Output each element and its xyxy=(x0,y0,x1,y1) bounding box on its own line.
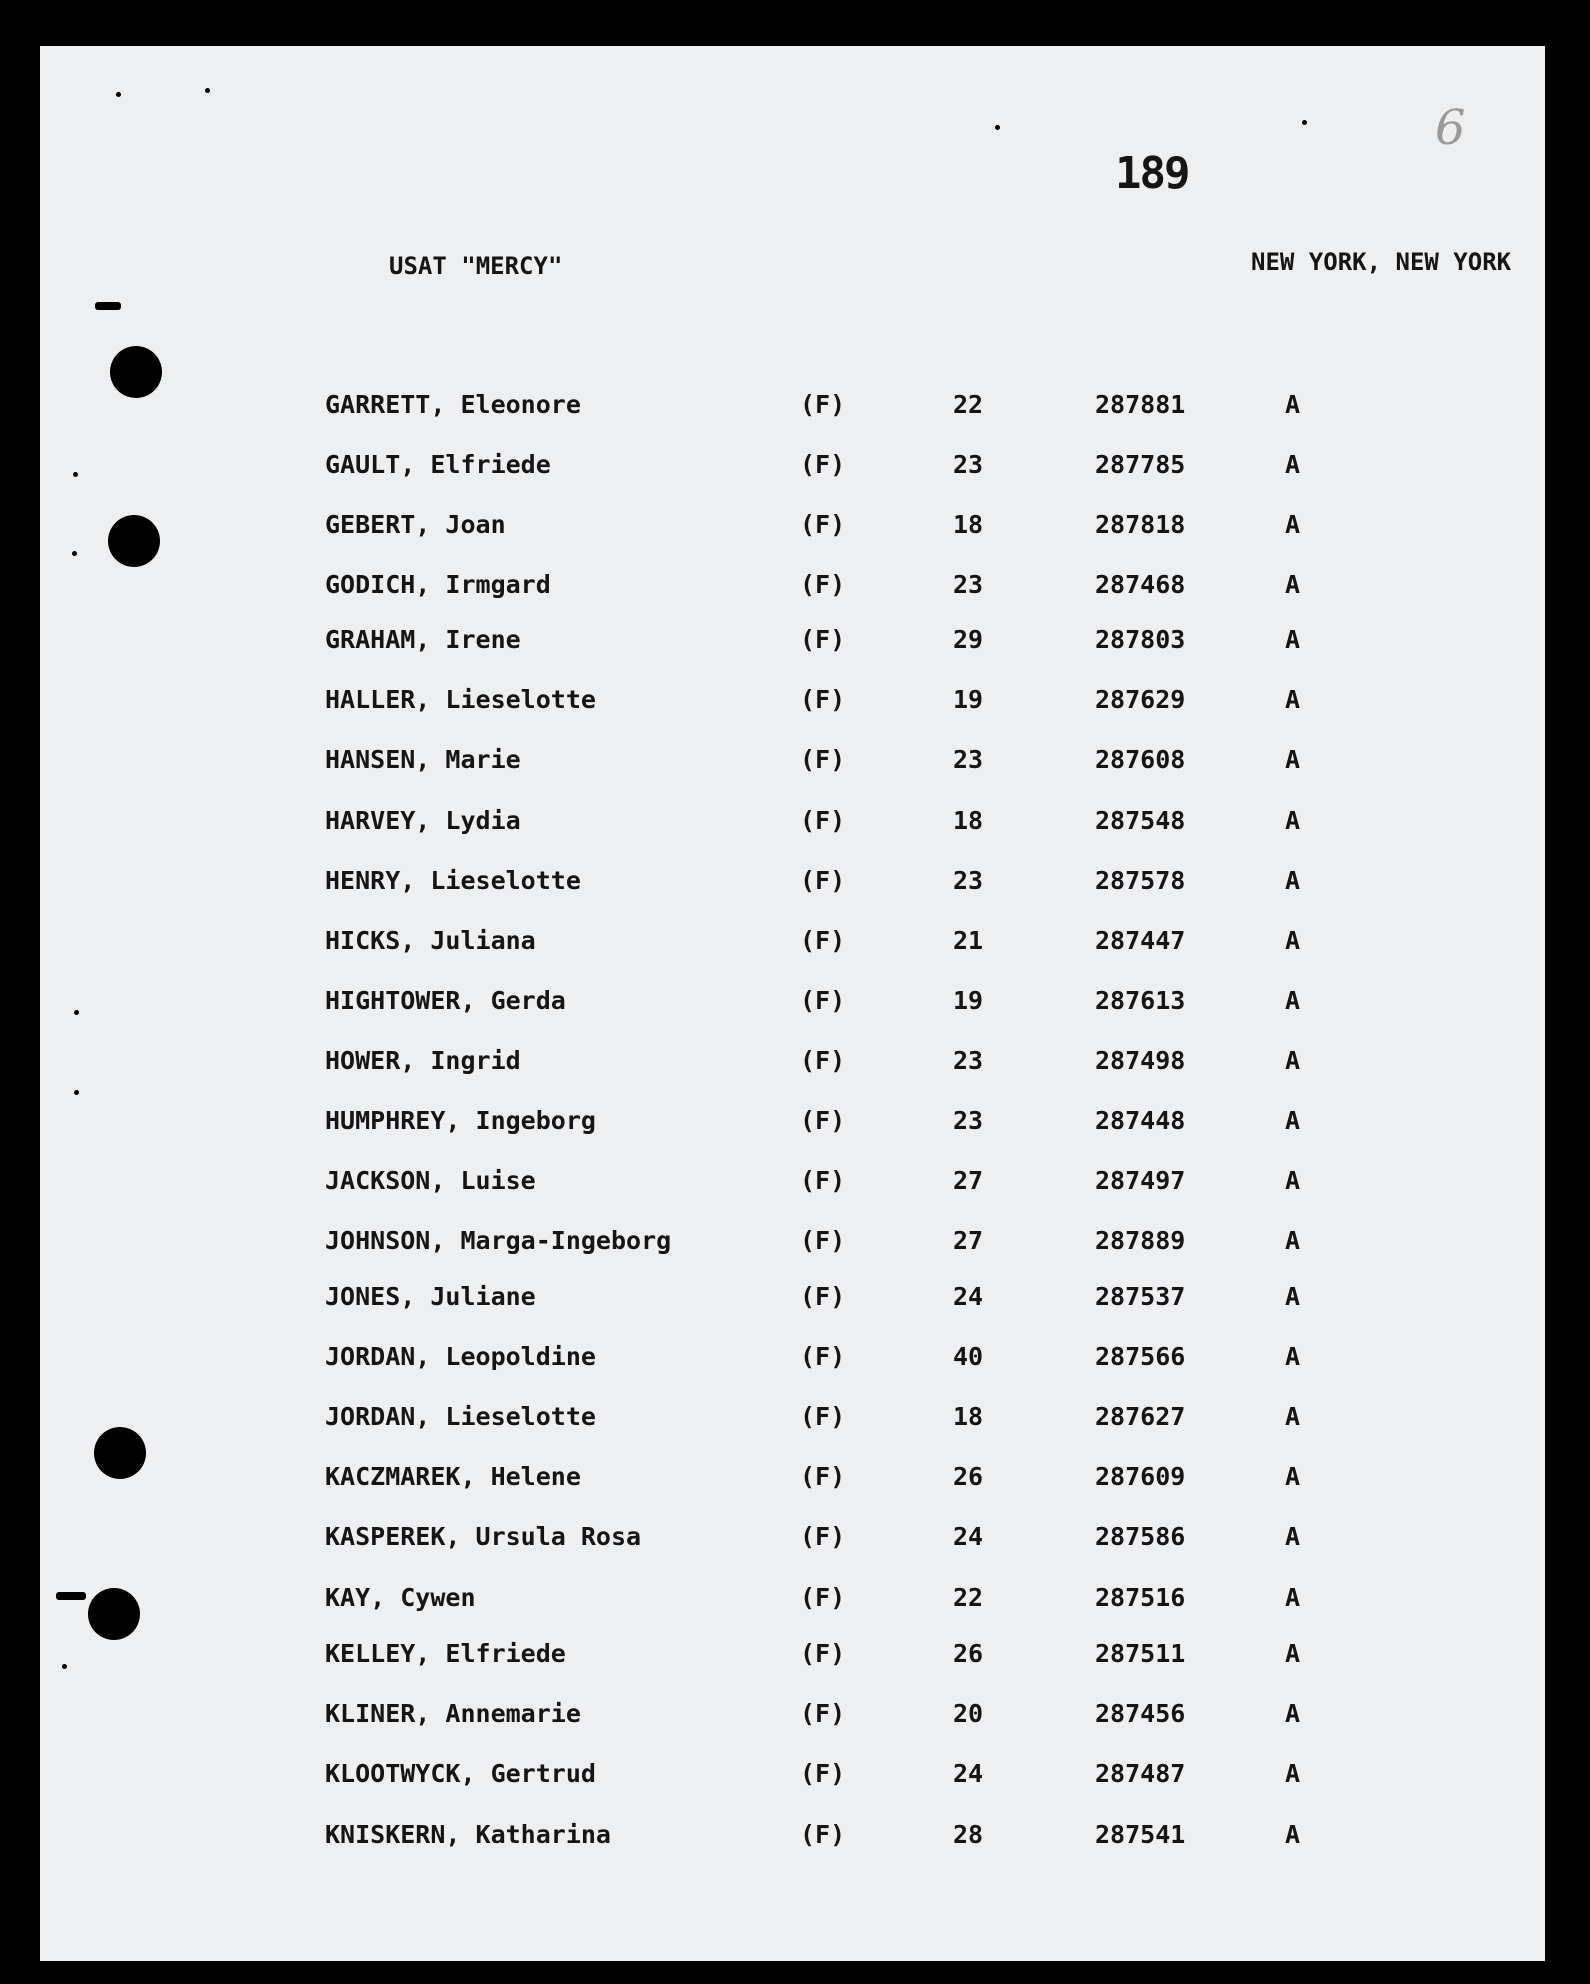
passenger-name: KLINER, Annemarie xyxy=(325,1699,581,1728)
passenger-number: 287537 xyxy=(1095,1282,1186,1311)
passenger-status-mark: A xyxy=(1285,625,1301,654)
passenger-age: 18 xyxy=(953,1402,984,1431)
passenger-name: HARVEY, Lydia xyxy=(325,806,521,835)
passenger-age: 28 xyxy=(953,1820,984,1849)
passenger-age: 20 xyxy=(953,1699,984,1728)
passenger-status-mark: A xyxy=(1285,1522,1301,1551)
passenger-number: 287516 xyxy=(1095,1583,1186,1612)
passenger-sex: (F) xyxy=(800,806,846,835)
passenger-number: 287889 xyxy=(1095,1226,1186,1255)
passenger-name: GARRETT, Eleonore xyxy=(325,390,581,419)
passenger-number: 287566 xyxy=(1095,1342,1186,1371)
speck-mark xyxy=(73,472,78,477)
passenger-number: 287498 xyxy=(1095,1046,1186,1075)
passenger-status-mark: A xyxy=(1285,866,1301,895)
passenger-age: 23 xyxy=(953,745,984,774)
speck-mark xyxy=(62,1664,67,1669)
passenger-status-mark: A xyxy=(1285,1462,1301,1491)
passenger-number: 287881 xyxy=(1095,390,1186,419)
passenger-sex: (F) xyxy=(800,926,846,955)
passenger-number: 287609 xyxy=(1095,1462,1186,1491)
passenger-status-mark: A xyxy=(1285,1639,1301,1668)
passenger-status-mark: A xyxy=(1285,1226,1301,1255)
passenger-number: 287578 xyxy=(1095,866,1186,895)
passenger-age: 18 xyxy=(953,806,984,835)
speck-mark xyxy=(72,551,77,556)
passenger-age: 23 xyxy=(953,570,984,599)
passenger-age: 23 xyxy=(953,866,984,895)
vessel-name: USAT "MERCY" xyxy=(389,252,563,280)
passenger-age: 27 xyxy=(953,1226,984,1255)
passenger-age: 21 xyxy=(953,926,984,955)
passenger-name: JORDAN, Leopoldine xyxy=(325,1342,596,1371)
pencil-annotation: 6 xyxy=(1435,100,1466,156)
passenger-status-mark: A xyxy=(1285,986,1301,1015)
passenger-name: HOWER, Ingrid xyxy=(325,1046,521,1075)
port-name: NEW YORK, NEW YORK xyxy=(1251,248,1512,276)
passenger-age: 26 xyxy=(953,1639,984,1668)
passenger-status-mark: A xyxy=(1285,926,1301,955)
passenger-status-mark: A xyxy=(1285,1402,1301,1431)
passenger-age: 22 xyxy=(953,1583,984,1612)
passenger-age: 23 xyxy=(953,450,984,479)
passenger-number: 287785 xyxy=(1095,450,1186,479)
passenger-age: 40 xyxy=(953,1342,984,1371)
passenger-sex: (F) xyxy=(800,1583,846,1612)
passenger-sex: (F) xyxy=(800,866,846,895)
passenger-age: 18 xyxy=(953,510,984,539)
passenger-number: 287487 xyxy=(1095,1759,1186,1788)
page-number: 189 xyxy=(1115,148,1189,199)
passenger-number: 287629 xyxy=(1095,685,1186,714)
punch-hole xyxy=(110,346,162,398)
passenger-sex: (F) xyxy=(800,1639,846,1668)
passenger-name: GODICH, Irmgard xyxy=(325,570,551,599)
passenger-sex: (F) xyxy=(800,390,846,419)
passenger-status-mark: A xyxy=(1285,1046,1301,1075)
passenger-sex: (F) xyxy=(800,745,846,774)
passenger-number: 287541 xyxy=(1095,1820,1186,1849)
passenger-status-mark: A xyxy=(1285,510,1301,539)
passenger-number: 287447 xyxy=(1095,926,1186,955)
passenger-name: GEBERT, Joan xyxy=(325,510,506,539)
passenger-sex: (F) xyxy=(800,1342,846,1371)
passenger-sex: (F) xyxy=(800,1282,846,1311)
passenger-age: 29 xyxy=(953,625,984,654)
passenger-number: 287448 xyxy=(1095,1106,1186,1135)
passenger-name: KELLEY, Elfriede xyxy=(325,1639,566,1668)
passenger-name: HIGHTOWER, Gerda xyxy=(325,986,566,1015)
punch-hole xyxy=(108,515,160,567)
passenger-age: 24 xyxy=(953,1522,984,1551)
speck-mark xyxy=(74,1090,79,1095)
passenger-sex: (F) xyxy=(800,986,846,1015)
passenger-sex: (F) xyxy=(800,1699,846,1728)
passenger-name: JACKSON, Luise xyxy=(325,1166,536,1195)
passenger-number: 287548 xyxy=(1095,806,1186,835)
passenger-sex: (F) xyxy=(800,510,846,539)
passenger-name: GRAHAM, Irene xyxy=(325,625,521,654)
passenger-number: 287608 xyxy=(1095,745,1186,774)
punch-dash-mark xyxy=(95,302,121,310)
passenger-number: 287627 xyxy=(1095,1402,1186,1431)
passenger-sex: (F) xyxy=(800,1522,846,1551)
punch-hole xyxy=(94,1427,146,1479)
passenger-status-mark: A xyxy=(1285,1583,1301,1612)
passenger-status-mark: A xyxy=(1285,390,1301,419)
passenger-status-mark: A xyxy=(1285,806,1301,835)
passenger-status-mark: A xyxy=(1285,450,1301,479)
passenger-name: HANSEN, Marie xyxy=(325,745,521,774)
passenger-age: 26 xyxy=(953,1462,984,1491)
punch-dash-mark xyxy=(56,1592,86,1600)
passenger-name: JORDAN, Lieselotte xyxy=(325,1402,596,1431)
speck-mark xyxy=(205,88,210,93)
document-page xyxy=(40,46,1545,1961)
passenger-age: 27 xyxy=(953,1166,984,1195)
passenger-status-mark: A xyxy=(1285,1342,1301,1371)
passenger-status-mark: A xyxy=(1285,570,1301,599)
passenger-status-mark: A xyxy=(1285,1282,1301,1311)
passenger-sex: (F) xyxy=(800,1402,846,1431)
passenger-status-mark: A xyxy=(1285,745,1301,774)
passenger-name: HALLER, Lieselotte xyxy=(325,685,596,714)
passenger-name: KAY, Cywen xyxy=(325,1583,476,1612)
passenger-sex: (F) xyxy=(800,685,846,714)
passenger-number: 287818 xyxy=(1095,510,1186,539)
passenger-sex: (F) xyxy=(800,570,846,599)
passenger-sex: (F) xyxy=(800,1106,846,1135)
passenger-name: GAULT, Elfriede xyxy=(325,450,551,479)
passenger-name: JONES, Juliane xyxy=(325,1282,536,1311)
passenger-age: 22 xyxy=(953,390,984,419)
speck-mark xyxy=(1302,120,1307,125)
passenger-sex: (F) xyxy=(800,1759,846,1788)
passenger-name: HUMPHREY, Ingeborg xyxy=(325,1106,596,1135)
passenger-sex: (F) xyxy=(800,1046,846,1075)
passenger-sex: (F) xyxy=(800,1820,846,1849)
passenger-status-mark: A xyxy=(1285,1759,1301,1788)
passenger-status-mark: A xyxy=(1285,1166,1301,1195)
passenger-status-mark: A xyxy=(1285,685,1301,714)
passenger-number: 287613 xyxy=(1095,986,1186,1015)
passenger-name: KASPEREK, Ursula Rosa xyxy=(325,1522,642,1551)
passenger-age: 23 xyxy=(953,1106,984,1135)
passenger-name: KNISKERN, Katharina xyxy=(325,1820,611,1849)
passenger-name: JOHNSON, Marga-Ingeborg xyxy=(325,1226,672,1255)
passenger-age: 24 xyxy=(953,1759,984,1788)
passenger-age: 19 xyxy=(953,685,984,714)
passenger-number: 287497 xyxy=(1095,1166,1186,1195)
passenger-age: 19 xyxy=(953,986,984,1015)
passenger-sex: (F) xyxy=(800,625,846,654)
passenger-age: 23 xyxy=(953,1046,984,1075)
speck-mark xyxy=(74,1010,79,1015)
passenger-sex: (F) xyxy=(800,450,846,479)
passenger-number: 287511 xyxy=(1095,1639,1186,1668)
passenger-sex: (F) xyxy=(800,1226,846,1255)
passenger-number: 287586 xyxy=(1095,1522,1186,1551)
passenger-name: HICKS, Juliana xyxy=(325,926,536,955)
passenger-status-mark: A xyxy=(1285,1106,1301,1135)
passenger-sex: (F) xyxy=(800,1166,846,1195)
passenger-status-mark: A xyxy=(1285,1699,1301,1728)
punch-hole xyxy=(88,1588,140,1640)
speck-mark xyxy=(995,125,1000,130)
passenger-name: KLOOTWYCK, Gertrud xyxy=(325,1759,596,1788)
speck-mark xyxy=(116,92,121,97)
passenger-name: HENRY, Lieselotte xyxy=(325,866,581,895)
passenger-number: 287468 xyxy=(1095,570,1186,599)
passenger-age: 24 xyxy=(953,1282,984,1311)
passenger-sex: (F) xyxy=(800,1462,846,1491)
passenger-status-mark: A xyxy=(1285,1820,1301,1849)
passenger-number: 287456 xyxy=(1095,1699,1186,1728)
passenger-number: 287803 xyxy=(1095,625,1186,654)
passenger-name: KACZMAREK, Helene xyxy=(325,1462,581,1491)
